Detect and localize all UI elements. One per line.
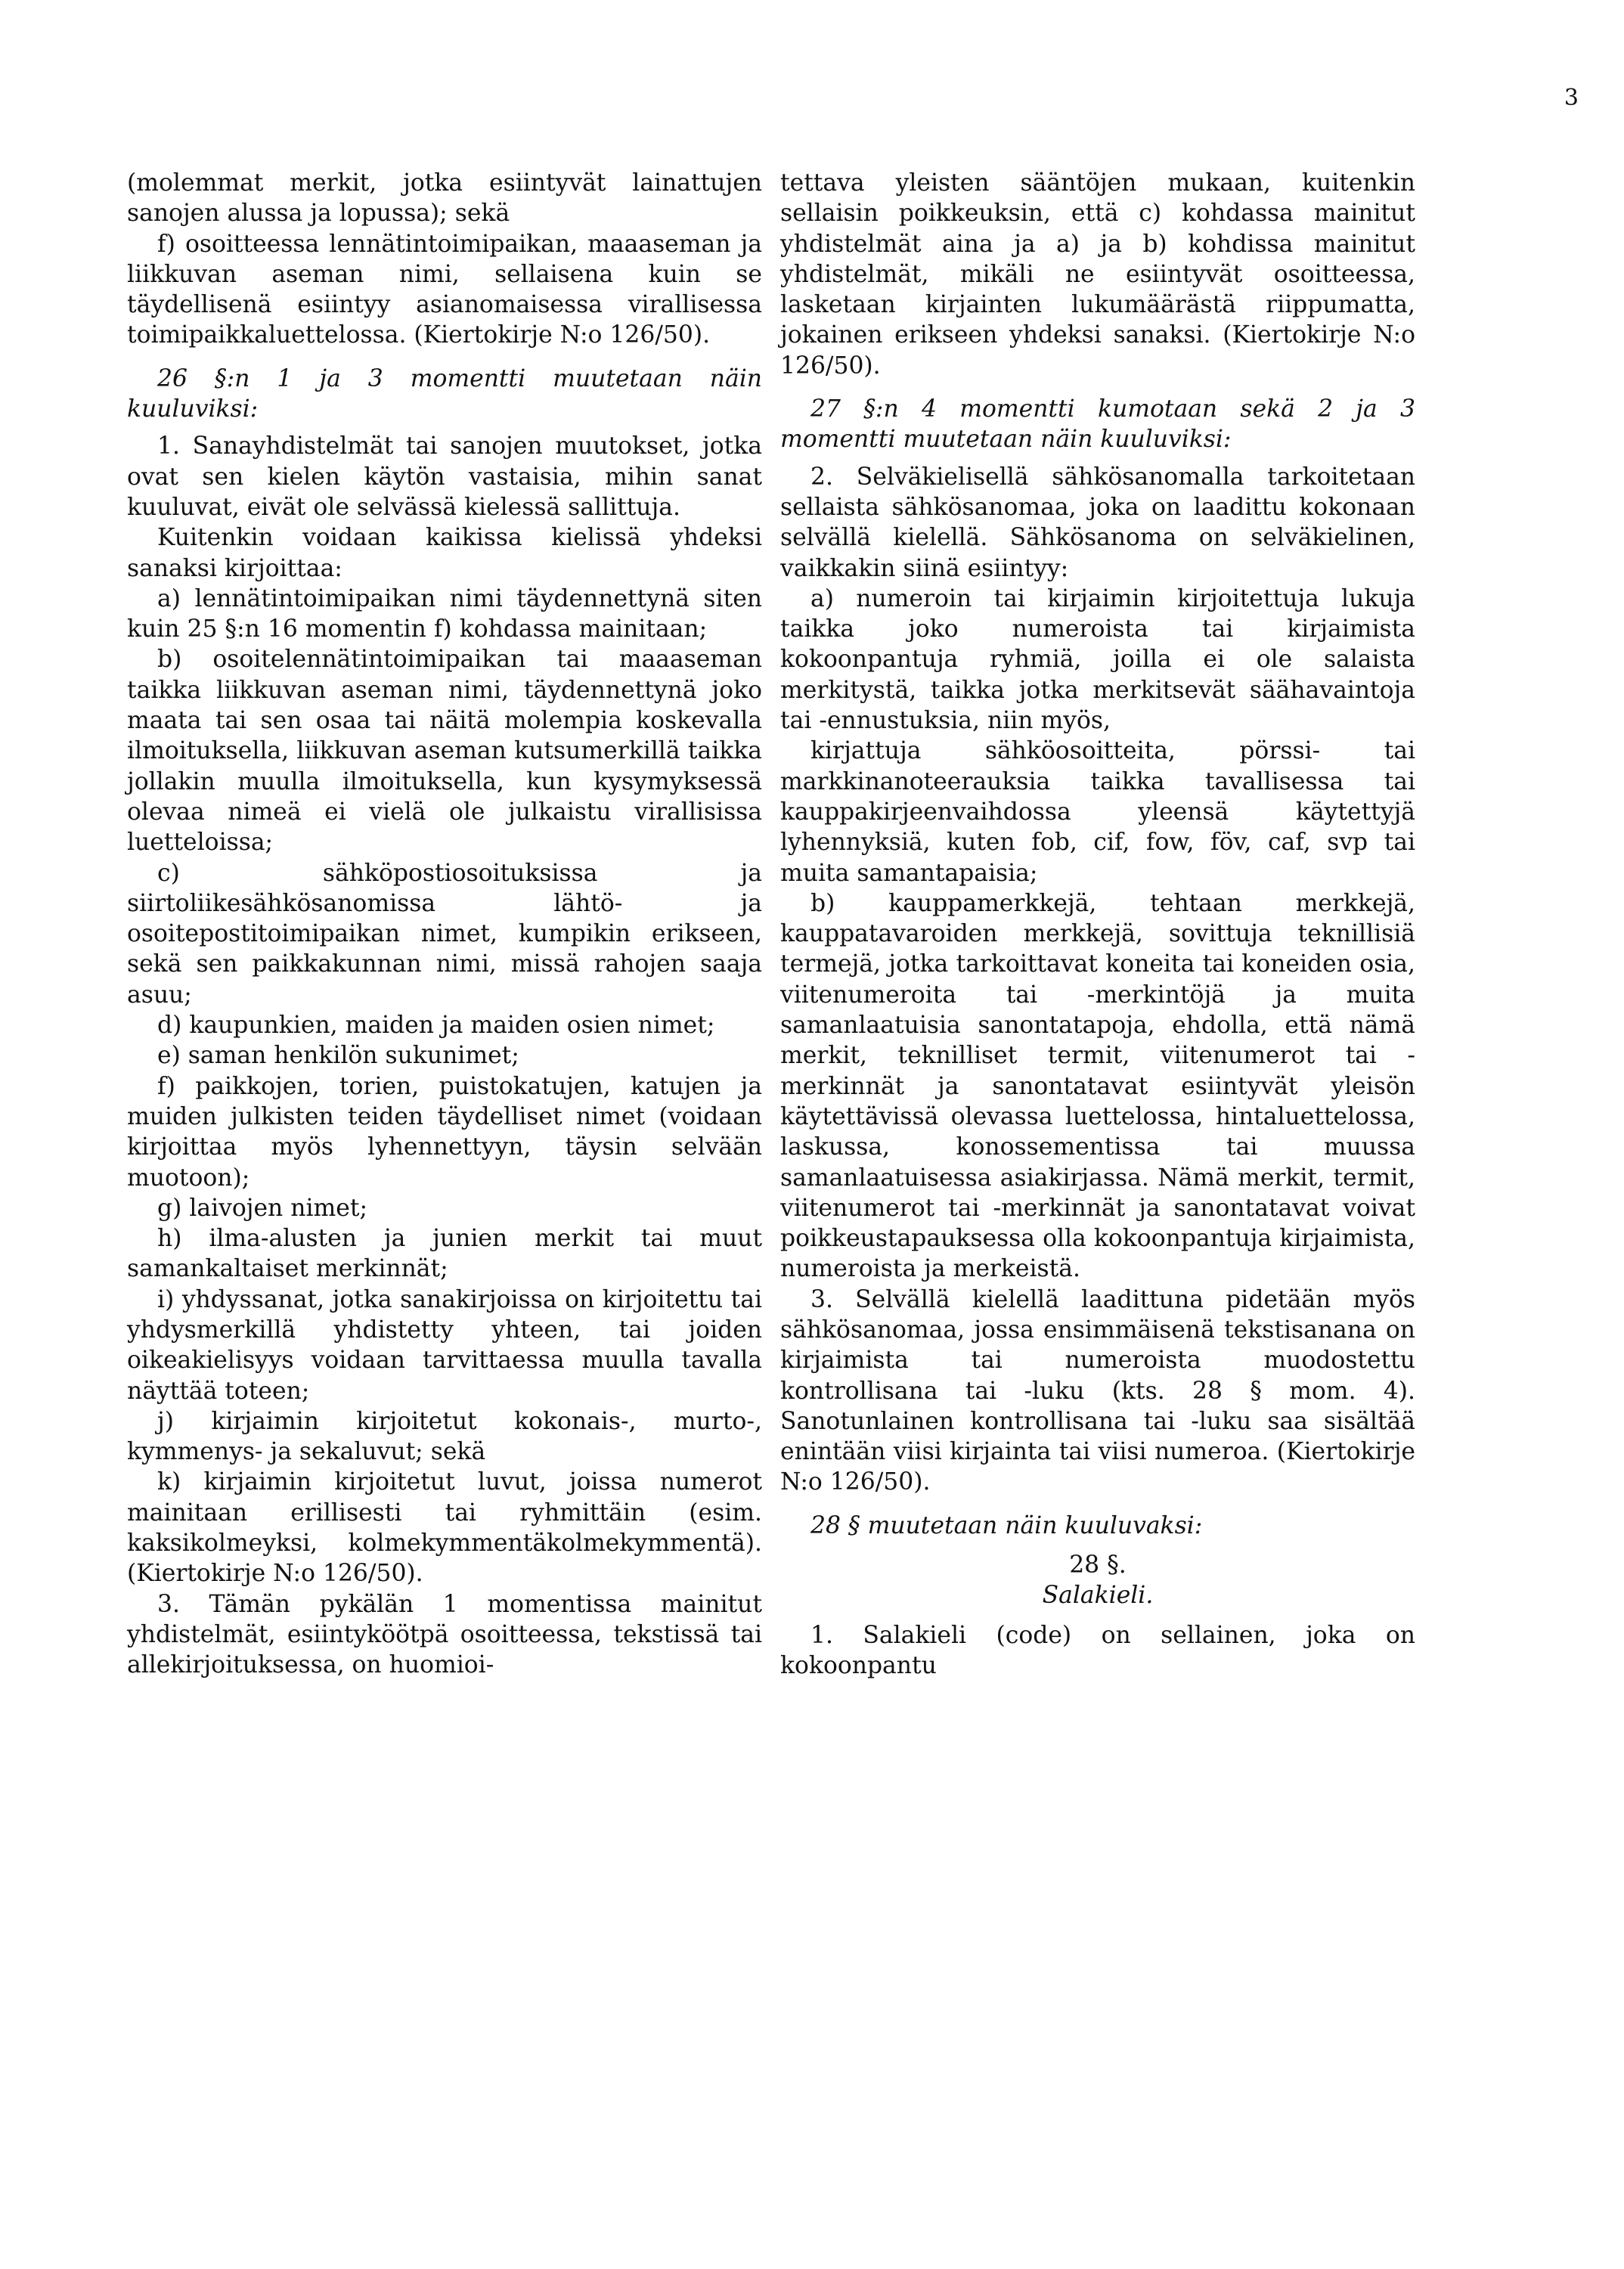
right-column-paragraph: 3. Selvällä kielellä laadittuna pidetään myös sähkösanomaa, jossa ensimmäisenä tekstisanana on kirjaimista tai numeroista muodostettu kontrollisana tai -luku (kts. 28 § mom. 4). Sanotunlainen kontrollisana tai -luku saa sisältää enintään viisi kirjainta tai viisi numeroa. (Kiertokirje N:o 126/50). xyxy=(780,1285,1415,1496)
left-column-paragraph: k) kirjaimin kirjoitetut luvut, joissa numerot mainitaan erillisesti tai ryhmittäin (esim. kaksikolmeyksi, kolmekymmentäkolmekymmentä). (Kiertokirje N:o 126/50). xyxy=(127,1468,762,1588)
right-column-paragraph: 28 §. xyxy=(1069,1551,1127,1579)
left-column-paragraph: j) kirjaimin kirjoitetut kokonais-, murto-, kymmenys- ja sekaluvut; sekä xyxy=(127,1407,762,1466)
left-column-paragraph: h) ilma-alusten ja junien merkit tai muut samankaltaiset merkinnät; xyxy=(127,1225,762,1283)
page-number: 3 xyxy=(1564,85,1579,111)
right-column-paragraph: 28 § muutetaan näin kuuluvaksi: xyxy=(810,1511,1203,1539)
left-column-paragraph: i) yhdyssanat, jotka sanakirjoissa on kirjoitettu tai yhdysmerkillä yhdistetty yhteen, tai joiden oikeakielisyys voidaan tarvittaessa muulla tavalla näyttää toteen; xyxy=(127,1285,762,1405)
right-column-paragraph: a) numeroin tai kirjaimin kirjoitettuja lukuja taikka joko numeroista tai kirjaimista kokoonpantuja ryhmiä, joilla ei ole salaista merkitystä, taikka jotka merkitsevät säähavaintoja tai -ennustuksia, niin myös, xyxy=(780,584,1415,735)
right-column-paragraph: Salakieli. xyxy=(1042,1582,1154,1610)
left-column-paragraph: a) lennätintoimipaikan nimi täydennettynä siten kuin 25 §:n 16 momentin f) kohdassa mainitaan; xyxy=(127,584,762,643)
right-column-paragraph: b) kauppamerkkejä, tehtaan merkkejä, kauppatavaroiden merkkejä, sovittuja teknillisiä termejä, jotka tarkoittavat koneita tai koneiden osia, viitenumeroita tai -merkintöjä ja muita samanlaatuisia sanontatapoja, ehdolla, että nämä merkit, teknilliset termit, viitenumerot tai -merkinnät ja sanontatavat esiintyvät yleisön käytettävissä olevassa luettelossa, hintaluettelossa, laskussa, konossementissa tai muussa samanlaatuisessa asiakirjassa. Nämä merkit, termit, viitenumerot tai -merkinnät ja sanontatavat voivat poikkeustapauksessa olla kokoonpantuja kirjaimista, numeroista ja merkeistä. xyxy=(780,889,1415,1283)
right-column-paragraph: kirjattuja sähköosoitteita, pörssi- tai markkinanoteerauksia taikka tavallisessa tai kauppakirjeenvaihdossa yleensä käytettyjä lyhennyksiä, kuten fob, cif, fow, föv, caf, svp tai muita samantapaisia; xyxy=(780,737,1415,887)
left-column-paragraph: e) saman henkilön sukunimet; xyxy=(157,1042,519,1070)
left-column xyxy=(127,168,762,1681)
right-column-paragraph: 2. Selväkielisellä sähkösanomalla tarkoitetaan sellaista sähkösanomaa, joka on laadittu kokonaan selvällä kielellä. Sähkösanoma on selväkielinen, vaikkakin siinä esiintyy: xyxy=(780,463,1415,582)
left-column-paragraph: d) kaupunkien, maiden ja maiden osien nimet; xyxy=(157,1012,715,1040)
left-column-paragraph: f) osoitteessa lennätintoimipaikan, maaaseman ja liikkuvan aseman nimi, sellaisena kuin se täydellisenä esiintyy asianomaisessa virallisessa toimipaikkaluettelossa. (Kiertokirje N:o 126/50). xyxy=(127,230,762,349)
left-column-paragraph: 1. Sanayhdistelmät tai sanojen muutokset, jotka ovat sen kielen käytön vastaisia, mihin sanat kuuluvat, eivät ole selvässä kielessä sallittuja. xyxy=(127,432,762,521)
left-column-paragraph: (molemmat merkit, jotka esiintyvät lainattujen sanojen alussa ja lopussa); sekä xyxy=(127,169,762,228)
left-column-paragraph: g) laivojen nimet; xyxy=(157,1194,368,1222)
left-column-paragraph: 3. Tämän pykälän 1 momentissa mainitut yhdistelmät, esiintyköötpä osoitteessa, tekstissä tai allekirjoituksessa, on huomioi- xyxy=(127,1590,762,1679)
left-column-paragraph: f) paikkojen, torien, puistokatujen, katujen ja muiden julkisten teiden täydelliset nimet (voidaan kirjoittaa myös lyhennettyyn, täysin selvään muotoon); xyxy=(127,1072,762,1192)
right-column-paragraph: tettava yleisten sääntöjen mukaan, kuitenkin sellaisin poikkeuksin, että c) kohdassa mainitut yhdistelmät aina ja a) ja b) kohdissa mainitut yhdistelmät, mikäli ne esiintyvät osoitteessa, lasketaan kirjainten lukumäärästä riippumatta, jokainen erikseen yhdeksi sanaksi. (Kiertokirje N:o 126/50). xyxy=(780,169,1415,380)
left-column-paragraph: Kuitenkin voidaan kaikissa kielissä yhdeksi sanaksi kirjoittaa: xyxy=(127,524,762,582)
left-column-paragraph: 26 §:n 1 ja 3 momentti muutetaan näin kuuluviksi: xyxy=(127,364,762,423)
right-column xyxy=(780,168,1415,1681)
left-column-paragraph: b) osoitelennätintoimipaikan tai maaaseman taikka liikkuvan aseman nimi, täydennettynä joko maata tai sen osaa tai näitä molempia koskevalla ilmoituksella, liikkuvan aseman kutsumerkillä taikka jollakin muulla ilmoituksella, kun kysymyksessä olevaa nimeä ei vielä ole julkaistu virallisissa luetteloissa; xyxy=(127,646,762,857)
right-column-paragraph: 1. Salakieli (code) on sellainen, joka on kokoonpantu xyxy=(780,1621,1415,1679)
left-column-paragraph: c) sähköpostiosoituksissa ja siirtoliikesähkösanomissa lähtö- ja osoitepostitoimipaikan nimet, kumpikin erikseen, sekä sen paikkakunnan nimi, missä rahojen saaja asuu; xyxy=(127,859,762,1009)
right-column-paragraph: 27 §:n 4 momentti kumotaan sekä 2 ja 3 momentti muutetaan näin kuuluviksi: xyxy=(780,395,1415,454)
